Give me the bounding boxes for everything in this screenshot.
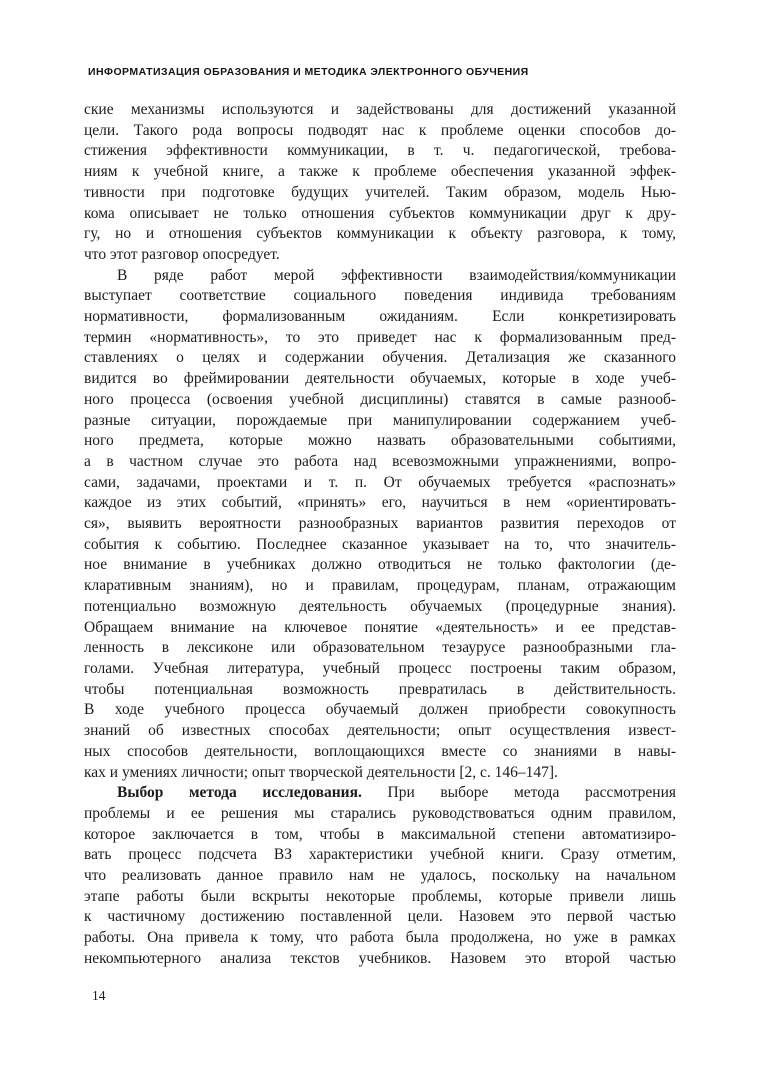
text-line: а в частном случае это работа над всевозможными упражнениями, вопро- bbox=[84, 452, 676, 470]
text-line: работы. Она привела к тому, что работа была продолжена, но уже в рамках bbox=[84, 929, 676, 947]
text-line: сами, задачами, проектами и т. п. От обучаемых требуется «распознать» bbox=[84, 473, 676, 491]
text-line: Обращаем внимание на ключевое понятие «деятельность» и ее представ- bbox=[84, 618, 676, 636]
text-line: термин «нормативность», то это приведет нас к формализованным пред- bbox=[84, 328, 676, 346]
text-line: этапе работы были вскрыты некоторые проблемы, которые привели лишь bbox=[84, 887, 676, 905]
text-line: нормативности, формализованным ожиданиям. Если конкретизировать bbox=[84, 308, 676, 326]
text-line: ся», выявить вероятности разнообразных вариантов развития переходов от bbox=[84, 515, 676, 533]
text-line: В ходе учебного процесса обучаемый должен приобрести совокупность bbox=[84, 701, 676, 719]
paragraph bbox=[84, 783, 676, 969]
text-line: голами. Учебная литература, учебный процесс построены таким образом, bbox=[84, 659, 676, 677]
text-line: разные ситуации, порождаемые при манипулировании содержанием учеб- bbox=[84, 411, 676, 429]
text-line: тивности при подготовке будущих учителей. Таким образом, модель Нью- bbox=[84, 183, 676, 201]
text-line: ного процесса (освоения учебной дисциплины) ставятся в самые разнооб- bbox=[84, 390, 676, 408]
text-line: которое заключается в том, чтобы в максимальной степени автоматизиро- bbox=[84, 825, 676, 843]
body-text bbox=[84, 100, 676, 970]
text-line: каждое из этих событий, «принять» его, научиться в нем «ориентировать- bbox=[84, 494, 676, 512]
text-line: знаний об известных способах деятельности; опыт осуществления извест- bbox=[84, 722, 676, 740]
text-line: чтобы потенциальная возможность превратилась в действительность. bbox=[84, 680, 676, 698]
text-line: кларативным знаниям), но и правилам, процедурам, планам, отражающим bbox=[84, 577, 676, 595]
bold-run: Выбор метода исследования. bbox=[117, 784, 362, 802]
text-line: стижения эффективности коммуникации, в т. ч. педагогической, требова- bbox=[84, 142, 676, 160]
text-line: ставлениях о целях и содержании обучения. Детализация же сказанного bbox=[84, 349, 676, 367]
page-number: 14 bbox=[92, 988, 106, 1003]
text-line: вать процесс подсчета ВЗ характеристики учебной книги. Сразу отметим, bbox=[84, 846, 676, 864]
text-line: некомпьютерного анализа текстов учебников. Назовем это второй частью bbox=[84, 949, 676, 967]
text-line: потенциально возможную деятельность обучаемых (процедурные знания). bbox=[84, 597, 676, 615]
text-line: ниям к учебной книге, а также к проблеме обеспечения указанной эффек- bbox=[84, 163, 676, 181]
text-line: ках и умениях личности; опыт творческой деятельности [2, с. 146–147]. bbox=[84, 763, 558, 781]
text-line: гу, но и отношения субъектов коммуникации к объекту разговора, к тому, bbox=[84, 225, 676, 243]
text-line: В ряде работ мерой эффективности взаимодействия/коммуникации bbox=[117, 266, 676, 284]
text-line: ские механизмы используются и задействованы для достижений указанной bbox=[84, 101, 676, 118]
text-line: события к событию. Последнее сказанное указывает на то, что значитель- bbox=[84, 535, 676, 553]
paragraph bbox=[84, 266, 676, 784]
paragraph bbox=[84, 100, 676, 266]
text-line: к частичному достижению поставленной цели. Назовем это первой частью bbox=[84, 908, 676, 926]
text-line: Выбор метода исследования. При выборе метода рассмотрения bbox=[117, 784, 677, 802]
text-line: видится во фреймировании деятельности обучаемых, которые в ходе учеб- bbox=[84, 370, 676, 388]
running-head: ИНФОРМАТИЗАЦИЯ ОБРАЗОВАНИЯ И МЕТОДИКА ЭЛЕКТРОННОГО ОБУЧЕНИЯ bbox=[88, 66, 529, 78]
text-line: проблемы и ее решения мы старались руководствоваться одним правилом, bbox=[84, 804, 676, 822]
text-line: ленность в лексиконе или образовательном тезаурусе разнообразными гла- bbox=[84, 639, 676, 657]
text-line: цели. Такого рода вопросы подводят нас к проблеме оценки способов до- bbox=[84, 121, 676, 139]
text-line: что этот разговор опосредует. bbox=[84, 245, 280, 263]
text-line: ного предмета, которые можно назвать образовательными событиями, bbox=[84, 432, 676, 450]
text-line: кома описывает не только отношения субъектов коммуникации друг к дру- bbox=[84, 204, 676, 222]
text-line: выступает соответствие социального поведения индивида требованиям bbox=[84, 287, 676, 305]
text-line: что реализовать данное правило нам не удалось, поскольку на начальном bbox=[84, 867, 676, 885]
text-line: ных способов деятельности, воплощающихся вместе со знаниями в навы- bbox=[84, 742, 676, 760]
text-line: ное внимание в учебниках должно отводиться не только фактологии (де- bbox=[84, 556, 676, 574]
